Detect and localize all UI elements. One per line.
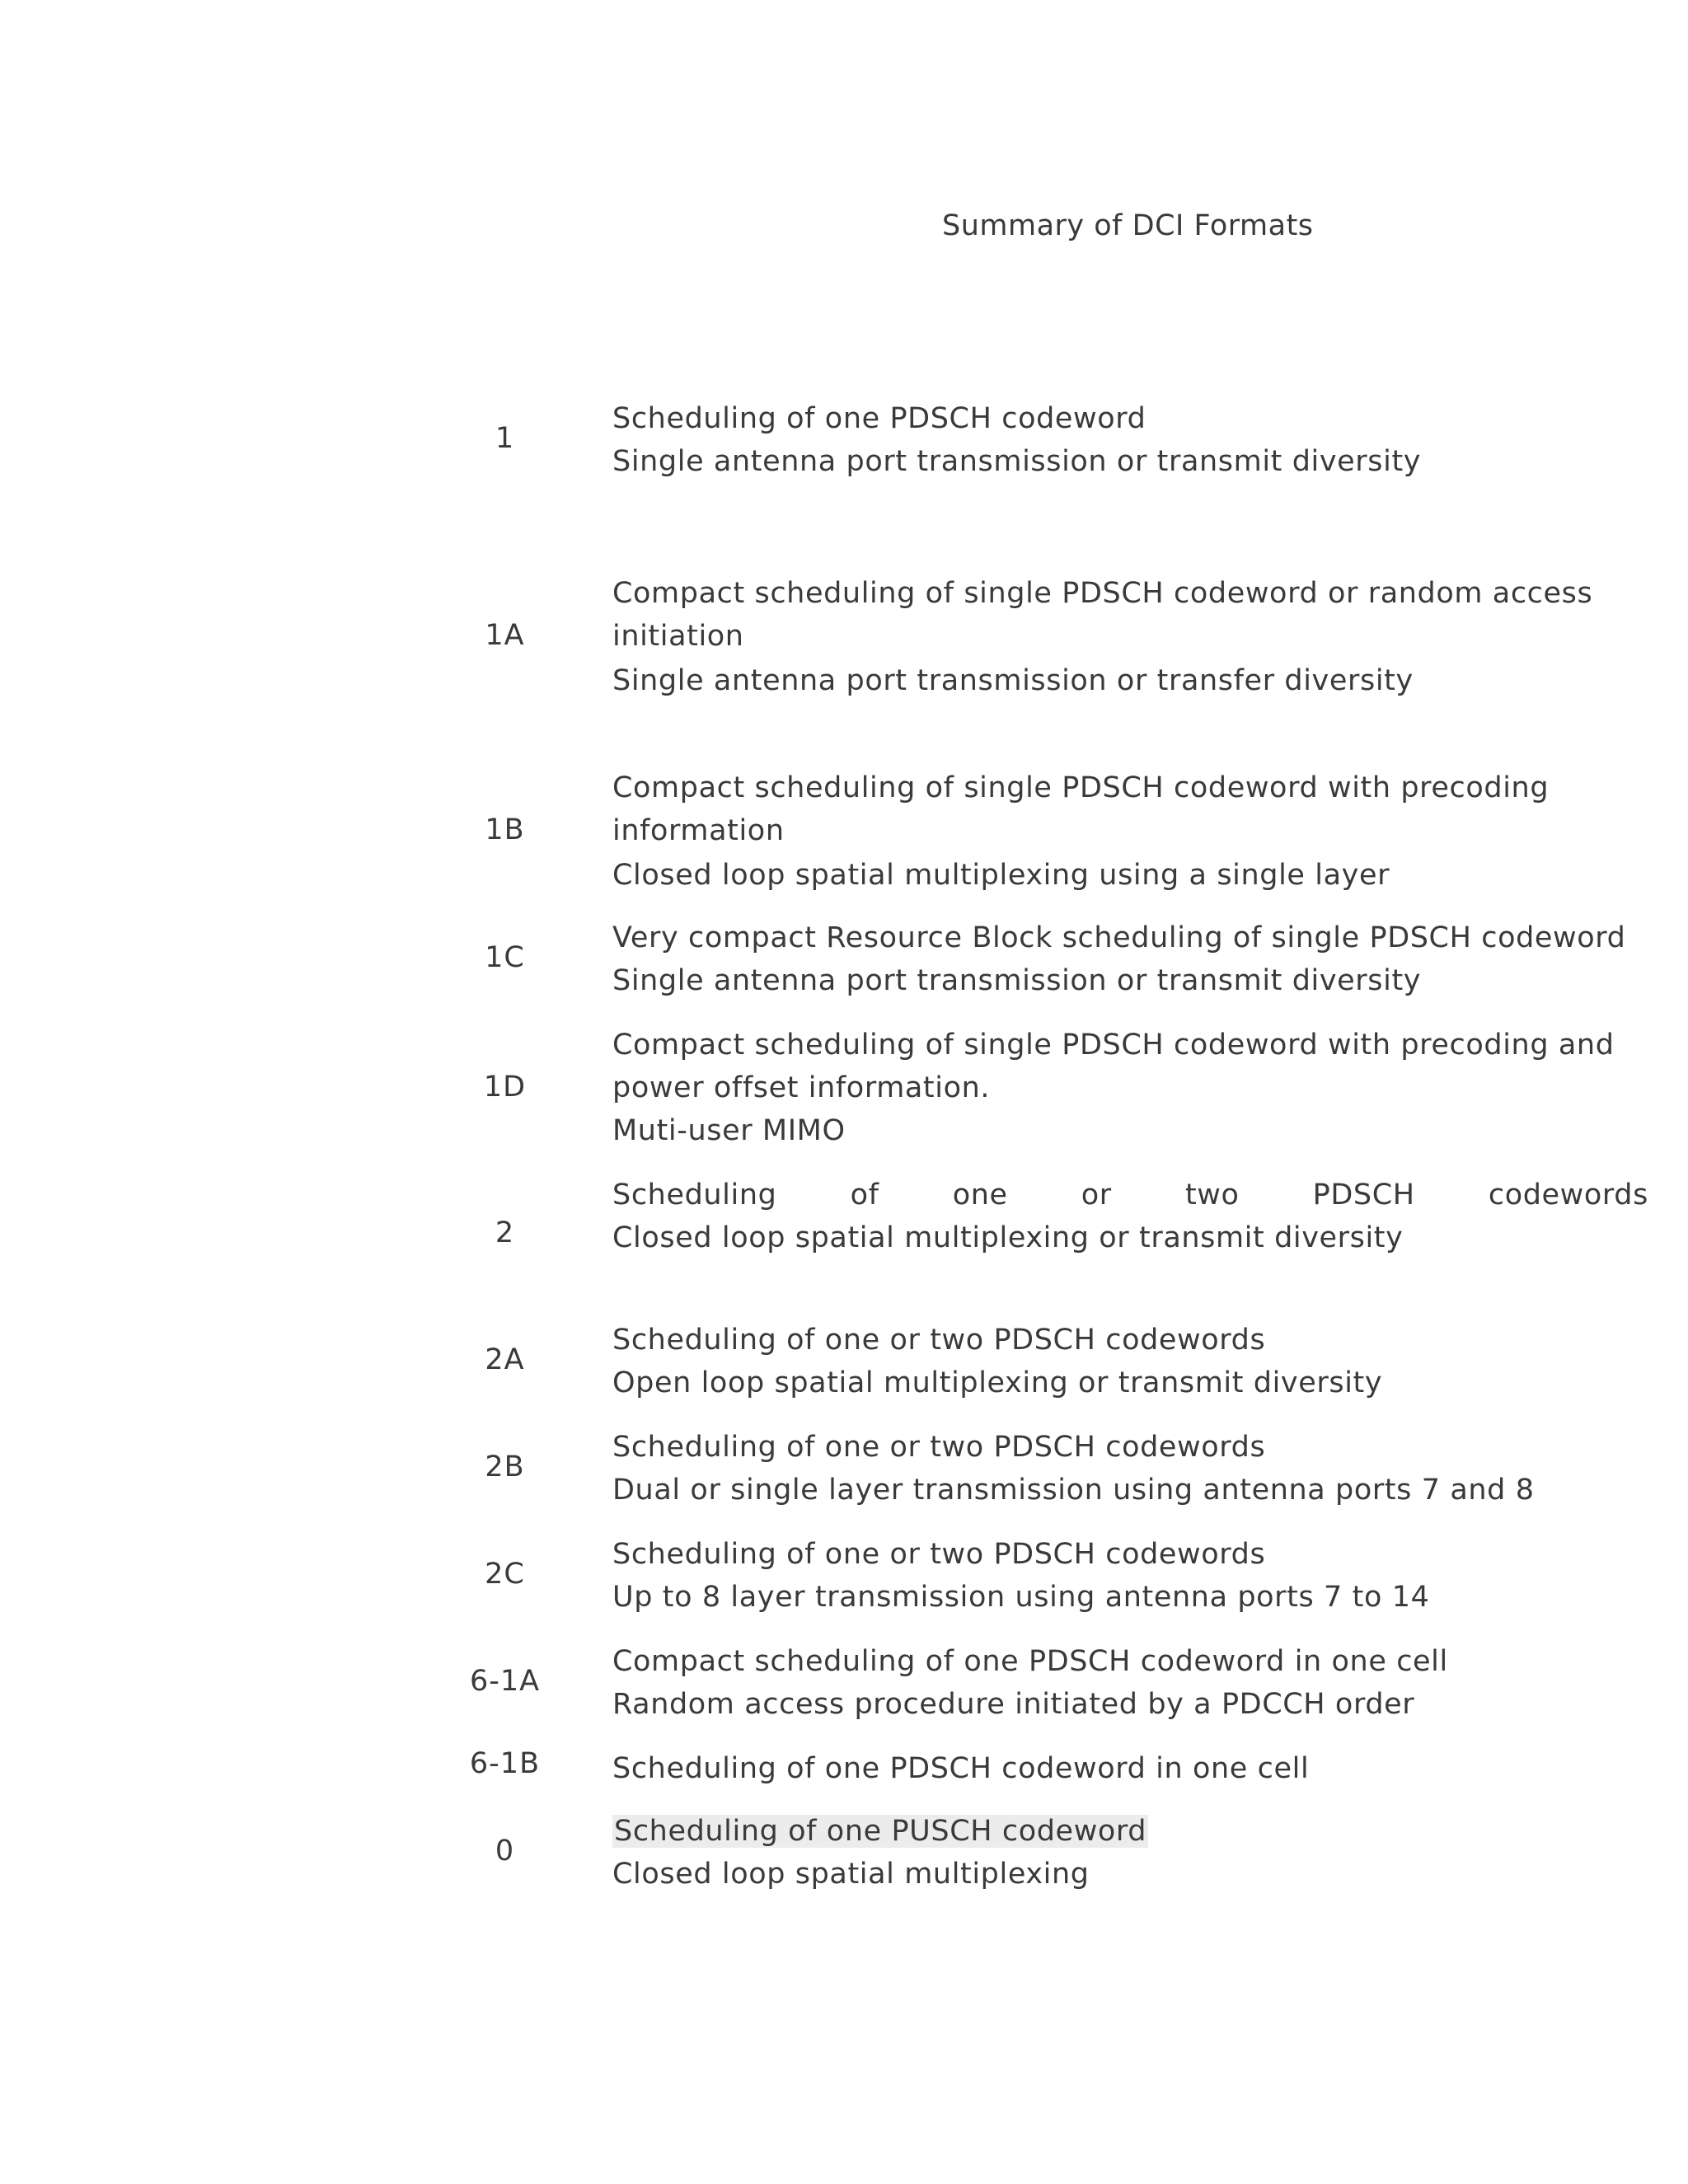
format-code: 2	[495, 1216, 515, 1249]
format-description	[612, 1747, 1648, 1790]
description-line: Up to 8 layer transmission using antenna ports 7 to 14	[612, 1581, 1430, 1614]
format-description	[612, 916, 1648, 1002]
word: or	[1081, 1179, 1112, 1212]
format-code: 1	[495, 422, 515, 455]
format-description	[612, 1024, 1648, 1152]
description-line: Compact scheduling of one PDSCH codeword in one cell	[612, 1645, 1448, 1678]
description-line: Muti-user MIMO	[612, 1114, 846, 1147]
description-line: Scheduling of one or two PDSCH codewords	[612, 1431, 1266, 1464]
description-line: Single antenna port transmission or transmit diversity	[612, 445, 1422, 478]
word: one	[952, 1179, 1008, 1212]
format-code: 2A	[485, 1343, 525, 1376]
format-description	[612, 1533, 1648, 1619]
description-line	[612, 1174, 1648, 1216]
format-code: 6-1B	[469, 1747, 541, 1780]
description-line: Compact scheduling of single PDSCH codeword with precoding	[612, 771, 1550, 804]
format-code: 2C	[485, 1558, 525, 1591]
description-line: Closed loop spatial multiplexing using a single layer	[612, 859, 1390, 892]
description-line: Open loop spatial multiplexing or transmit diversity	[612, 1366, 1383, 1399]
description-line: power offset information.	[612, 1071, 991, 1104]
description-line: Very compact Resource Block scheduling of single PDSCH codeword	[612, 921, 1626, 954]
format-code: 1A	[485, 619, 525, 652]
format-code: 0	[495, 1835, 515, 1868]
description-line: Closed loop spatial multiplexing	[612, 1858, 1090, 1891]
format-description	[612, 1810, 1648, 1896]
format-description	[612, 572, 1648, 702]
description-line: Compact scheduling of single PDSCH codeword or random access	[612, 577, 1593, 610]
description-line: Single antenna port transmission or transmit diversity	[612, 964, 1422, 997]
description-line: Scheduling of one PDSCH codeword	[612, 402, 1146, 435]
description-line: Dual or single layer transmission using antenna ports 7 and 8	[612, 1474, 1535, 1507]
format-code: 6-1A	[469, 1665, 541, 1698]
format-code: 2B	[485, 1451, 525, 1483]
description-line: Scheduling of one or two PDSCH codewords	[612, 1324, 1266, 1357]
word: Scheduling	[612, 1179, 777, 1212]
format-description	[612, 1640, 1648, 1726]
format-description	[612, 1319, 1648, 1404]
word: PDSCH	[1312, 1179, 1415, 1212]
format-description	[612, 1426, 1648, 1511]
format-code: 1C	[485, 941, 525, 974]
format-description	[612, 397, 1648, 483]
description-line: Compact scheduling of single PDSCH codeword with precoding and	[612, 1029, 1615, 1062]
description-line: Random access procedure initiated by a PDCCH order	[612, 1688, 1415, 1721]
description-line: Closed loop spatial multiplexing or transmit diversity	[612, 1221, 1404, 1254]
page-title: Summary of DCI Formats	[942, 209, 1314, 242]
description-line: Single antenna port transmission or transfer diversity	[612, 664, 1414, 697]
format-description	[612, 766, 1648, 897]
word: of	[850, 1179, 879, 1212]
highlighted-text: Scheduling of one PUSCH codeword	[614, 1815, 1147, 1848]
word: two	[1184, 1179, 1240, 1212]
description-line: information	[612, 814, 785, 847]
format-description	[612, 1174, 1648, 1259]
description-line: Scheduling of one PDSCH codeword in one cell	[612, 1752, 1310, 1785]
word: codewords	[1488, 1179, 1648, 1212]
format-code: 1B	[485, 813, 525, 846]
description-line: initiation	[612, 620, 744, 653]
description-line: Scheduling of one or two PDSCH codewords	[612, 1538, 1266, 1571]
format-code: 1D	[483, 1071, 527, 1104]
